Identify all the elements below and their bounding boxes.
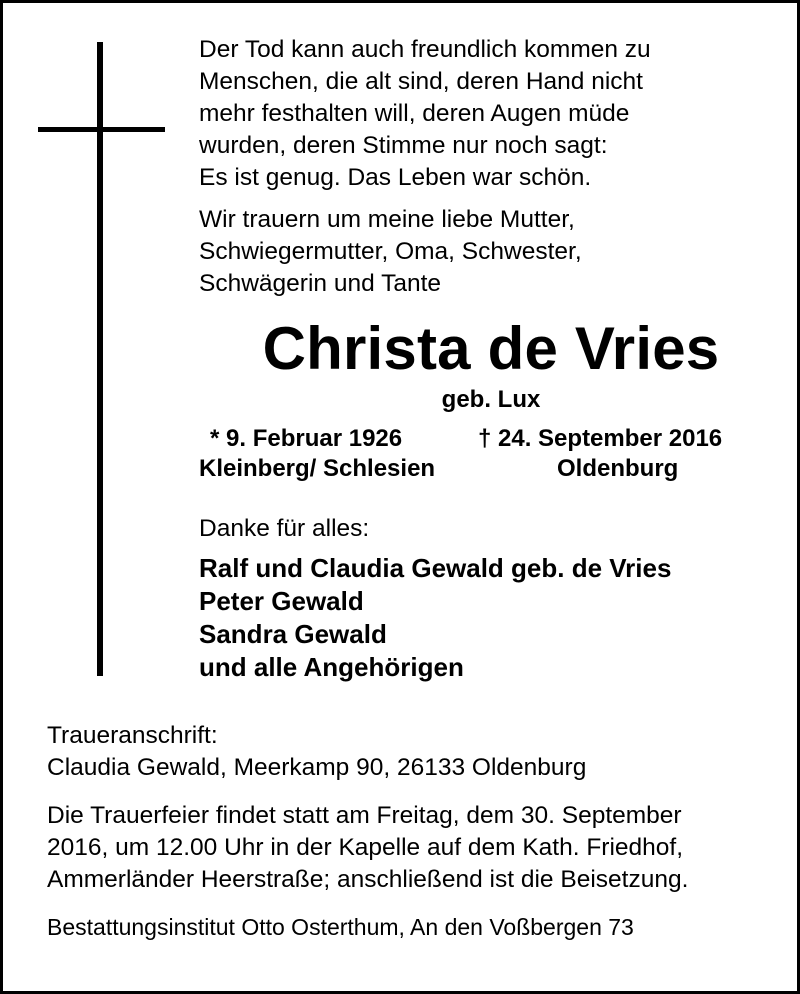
mourner-name: und alle Angehörigen <box>199 652 464 682</box>
mourning-text <box>199 204 582 300</box>
funeral-service-info <box>47 800 688 896</box>
address-label: Traueranschrift: <box>47 722 218 749</box>
thanks-label: Danke für alles: <box>199 515 370 542</box>
service-line: 2016, um 12.00 Uhr in der Kapelle auf dem Kath. Friedhof, <box>47 834 684 861</box>
verse-line: wurden, deren Stimme nur noch sagt: <box>199 132 608 159</box>
mourning-line: Schwägerin und Tante <box>199 270 441 297</box>
birth-place: Kleinberg/ Schlesien <box>199 455 436 482</box>
service-line: Ammerländer Heerstraße; anschließend ist die Beisetzung. <box>47 866 689 893</box>
mourning-line: Wir trauern um meine liebe Mutter, <box>199 206 575 233</box>
service-line: Die Trauerfeier findet statt am Freitag, dem 30. September <box>47 802 682 829</box>
birth-date: * 9. Februar 1926 <box>210 425 403 452</box>
undertaker: Bestattungsinstitut Otto Osterthum, An den Voßbergen 73 <box>47 914 634 940</box>
mourners-list <box>199 552 671 684</box>
mourner-name: Ralf und Claudia Gewald geb. de Vries <box>199 553 672 583</box>
verse <box>199 34 651 194</box>
deceased-name: Christa de Vries <box>262 315 720 382</box>
verse-line: mehr festhalten will, deren Augen müde <box>199 100 630 127</box>
cross-bar <box>38 127 165 132</box>
mourner-name: Sandra Gewald <box>199 619 387 649</box>
birth-name: geb. Lux <box>441 386 541 413</box>
death-place: Oldenburg <box>557 455 679 482</box>
verse-line: Menschen, die alt sind, deren Hand nicht <box>199 68 643 95</box>
mourning-address <box>47 720 586 784</box>
verse-line: Der Tod kann auch freundlich kommen zu <box>199 36 651 63</box>
mourner-name: Peter Gewald <box>199 586 364 616</box>
death-date: † 24. September 2016 <box>478 425 723 452</box>
verse-line: Es ist genug. Das Leben war schön. <box>199 164 592 191</box>
mourning-line: Schwiegermutter, Oma, Schwester, <box>199 238 582 265</box>
address-value: Claudia Gewald, Meerkamp 90, 26133 Oldenburg <box>47 754 587 781</box>
